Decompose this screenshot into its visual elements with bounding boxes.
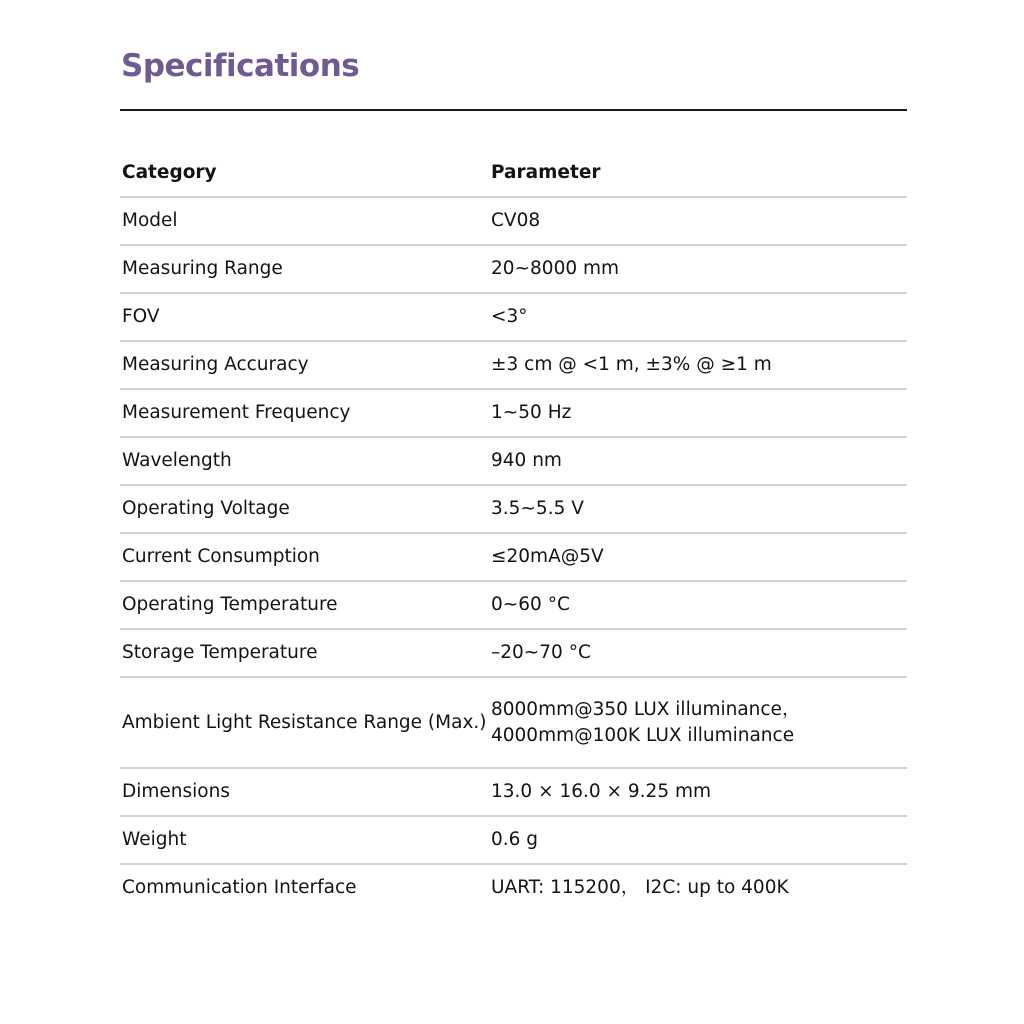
table-row [120, 246, 907, 294]
table-row [120, 534, 907, 582]
table-body [120, 198, 907, 911]
spec-parameter [489, 592, 907, 618]
spec-category: Measuring Accuracy [122, 354, 309, 375]
spec-category: Wavelength [122, 450, 232, 471]
spec-parameter [489, 256, 907, 282]
spec-parameter [489, 496, 907, 522]
spec-parameter [489, 448, 907, 474]
spec-category: Ambient Light Resistance Range (Max.) [122, 711, 487, 733]
table-row [120, 817, 907, 865]
spec-parameter-line: 1~50 Hz [491, 402, 572, 423]
spec-category: Communication Interface [122, 877, 357, 898]
spec-parameter-line: <3° [491, 306, 528, 327]
spec-parameter-line: 940 nm [491, 450, 562, 471]
spec-table [120, 150, 907, 911]
spec-parameter-line: 13.0 × 16.0 × 9.25 mm [491, 781, 712, 802]
spec-parameter-line: UART: 115200， I2C: up to 400K [491, 877, 789, 898]
header-parameter: Parameter [491, 162, 601, 183]
spec-category: Current Consumption [122, 546, 320, 567]
table-row [120, 198, 907, 246]
spec-parameter-line: CV08 [491, 210, 541, 231]
spec-parameter [489, 640, 907, 666]
spec-parameter-line: ≤20mA@5V [491, 546, 604, 567]
spec-category: FOV [122, 306, 160, 327]
spec-parameter [489, 827, 907, 853]
spec-category: Operating Temperature [122, 594, 338, 615]
spec-parameter-line: 0~60 °C [491, 594, 570, 615]
spec-category: Measurement Frequency [122, 402, 351, 423]
table-row [120, 630, 907, 678]
spec-parameter [489, 779, 907, 805]
spec-parameter-line: –20~70 °C [491, 642, 591, 663]
table-row [120, 678, 907, 769]
spec-parameter [489, 352, 907, 378]
table-row [120, 438, 907, 486]
spec-parameter [489, 208, 907, 234]
table-row [120, 390, 907, 438]
table-header-row [120, 150, 907, 198]
table-row [120, 582, 907, 630]
spec-parameter-line: 4000mm@100K LUX illuminance [491, 724, 795, 746]
spec-category: Model [122, 210, 178, 231]
spec-parameter-line: ±3 cm @ <1 m, ±3% @ ≥1 m [491, 354, 772, 375]
spec-category: Storage Temperature [122, 642, 318, 663]
page-title: Specifications [121, 48, 360, 84]
table-row [120, 865, 907, 911]
spec-parameter [489, 697, 907, 749]
spec-parameter-line: 8000mm@350 LUX illuminance， [491, 698, 801, 720]
spec-category: Measuring Range [122, 258, 283, 279]
spec-parameter-line: 20~8000 mm [491, 258, 620, 279]
spec-parameter [489, 304, 907, 330]
spec-parameter [489, 400, 907, 426]
spec-parameter-line: 0.6 g [491, 829, 539, 850]
spec-parameter [489, 544, 907, 570]
spec-category: Dimensions [122, 781, 230, 802]
table-row [120, 769, 907, 817]
spec-category: Operating Voltage [122, 498, 290, 519]
title-divider [120, 109, 907, 111]
spec-category: Weight [122, 829, 187, 850]
spec-parameter-line: 3.5~5.5 V [491, 498, 584, 519]
spec-parameter [489, 875, 907, 901]
table-row [120, 294, 907, 342]
header-category: Category [122, 162, 217, 183]
table-row [120, 342, 907, 390]
table-row [120, 486, 907, 534]
